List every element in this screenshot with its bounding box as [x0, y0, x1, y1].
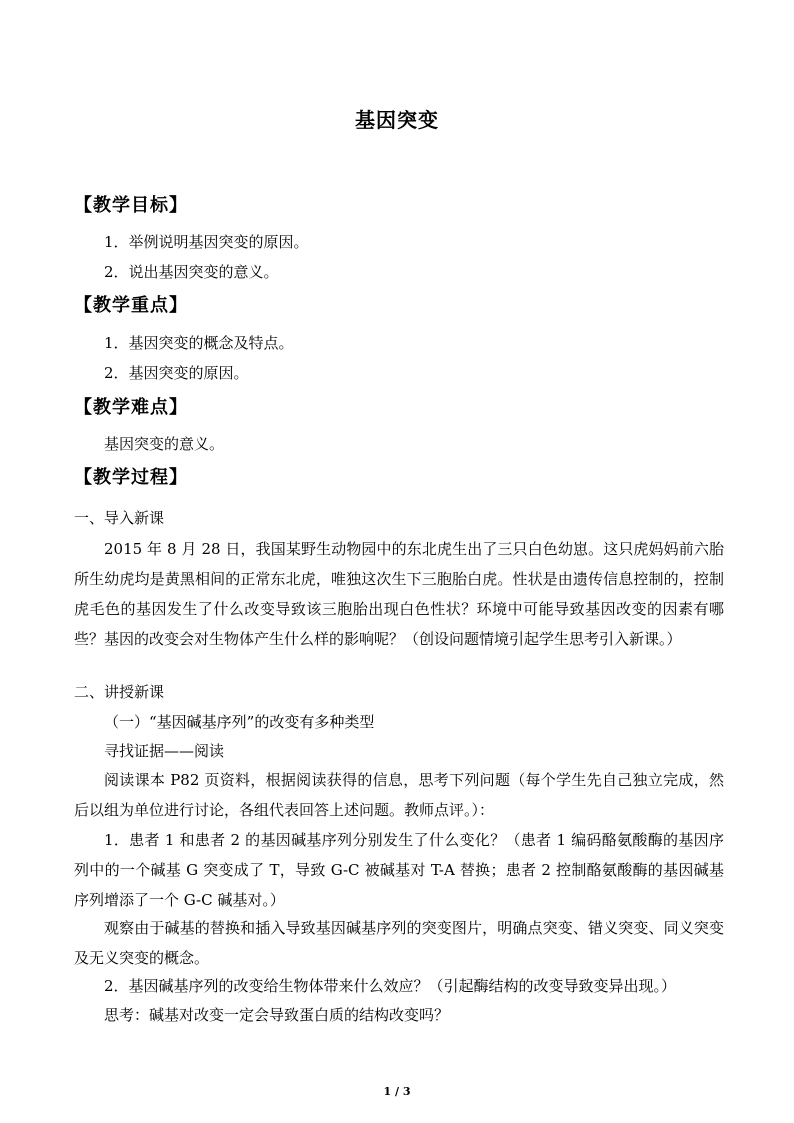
difficulties-heading: 【教学难点】 [74, 397, 188, 418]
goals-heading: 【教学目标】 [74, 195, 188, 216]
question2-paragraph: 2．基因碱基序列的改变给生物体带来什么效应？（引起酶结构的改变导致变异出现。） [104, 977, 677, 995]
question1-paragraph: 1．患者 1 和患者 2 的基因碱基序列分别发生了什么变化？（患者 1 编码酪氨酸酶的基因序列中的一个碱基 G 突变成了 T，导致 G-C 被碱基对 T-A 替换；患者 2 控制酪氨酸酶的基因碱基序列增添了一个 G-C 碱基对。） [74, 831, 724, 909]
page-title: 基因突变 [355, 108, 439, 132]
reading-paragraph: 阅读课本 P82 页资料，根据阅读获得的信息，思考下列问题（每个学生先自己独立完成，然后以组为单位进行讨论，各组代表回答上述问题。教师点评。）： [74, 771, 724, 819]
think-paragraph: 思考：碱基对改变一定会导致蛋白质的结构改变吗？ [104, 1006, 450, 1024]
key-point-item-2: 2．基因突变的原因。 [104, 364, 249, 382]
process-heading: 【教学过程】 [74, 467, 188, 488]
observe-paragraph: 观察由于碱基的替换和插入导致基因碱基序列的突变图片，明确点突变、错义突变、同义突变及无义突变的概念。 [74, 919, 724, 967]
goal-item-1: 1．举例说明基因突变的原因。 [104, 233, 309, 251]
subsection1-title: （一）“基因碱基序列”的改变有多种类型 [104, 713, 375, 731]
evidence-label: 寻找证据——阅读 [104, 742, 225, 760]
page-number: 1 / 3 [383, 1085, 411, 1098]
section2-title: 二、讲授新课 [74, 683, 165, 701]
key-point-item-1: 1．基因突变的概念及特点。 [104, 334, 294, 352]
key-points-heading: 【教学重点】 [74, 295, 188, 316]
goal-item-2: 2．说出基因突变的意义。 [104, 263, 279, 281]
difficulties-text: 基因突变的意义。 [104, 435, 225, 453]
section1-title: 一、导入新课 [74, 509, 165, 527]
intro-paragraph: 2015 年 8 月 28 日，我国某野生动物园中的东北虎生出了三只白色幼崽。这只虎妈妈前六胎所生幼虎均是黄黑相间的正常东北虎，唯独这次生下三胞胎白虎。性状是由遗传信息控制的，控制虎毛色的基因发生了什么改变导致该三胞胎出现白色性状？环境中可能导致基因改变的因素有哪些？基因的改变会对生物体产生什么样的影响呢？（创设问题情境引起学生思考引入新课。） [74, 540, 724, 648]
